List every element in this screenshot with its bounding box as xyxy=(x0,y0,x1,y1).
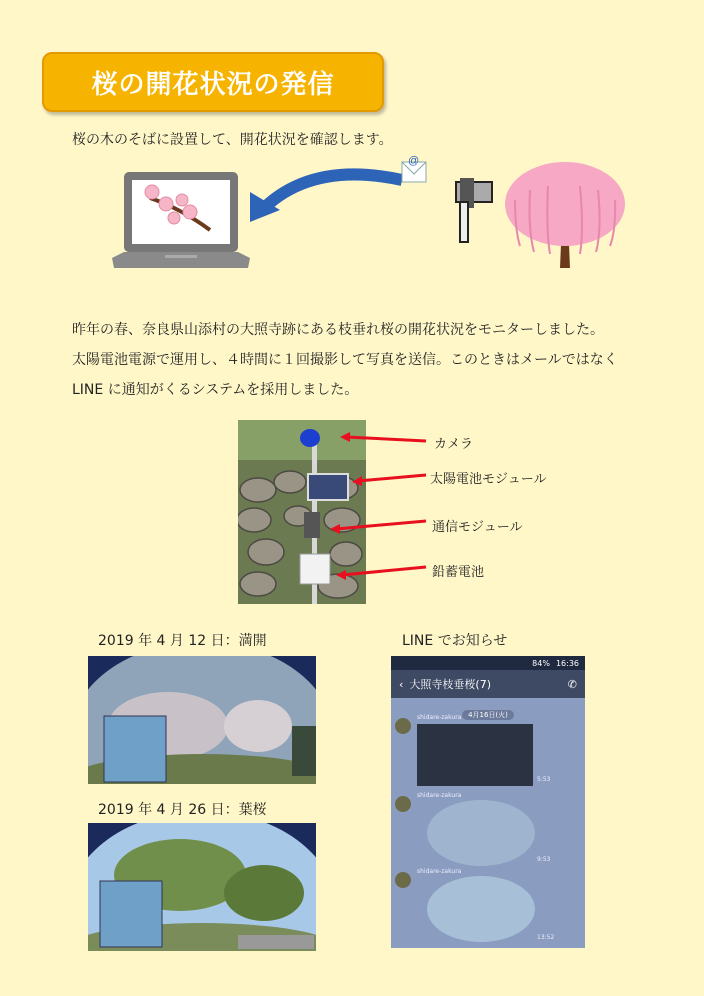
message-time: 9:53 xyxy=(537,856,551,863)
phone-icon[interactable]: ✆ xyxy=(567,677,577,691)
line-screenshot xyxy=(391,656,585,948)
message-image[interactable] xyxy=(417,724,533,786)
intro-text: 桜の木のそばに設置して、開花状況を確認します。 xyxy=(72,132,393,148)
body-line-2: 太陽電池電源で運用し、４時間に１回撮影して写真を送信。このときはメールではなく xyxy=(72,352,618,368)
title-banner xyxy=(42,52,384,112)
mail-at-text: @ xyxy=(408,155,420,167)
label-battery: 鉛蓄電池 xyxy=(432,565,485,580)
message-2 xyxy=(395,792,581,866)
mail-icon xyxy=(402,155,426,182)
label-camera: カメラ xyxy=(434,437,474,452)
body-line-1: 昨年の春、奈良県山添村の大照寺跡にある枝垂れ桜の開花状況をモニターしました。 xyxy=(72,322,604,338)
back-icon[interactable]: ‹ xyxy=(399,677,404,691)
label-comm: 通信モジュール xyxy=(432,520,523,535)
status-bar xyxy=(391,656,585,670)
photo-full-bloom xyxy=(88,656,316,784)
cherry-tree-icon xyxy=(505,162,625,268)
photo-leaf-cherry xyxy=(88,823,316,951)
battery-text: 84% xyxy=(532,658,550,668)
avatar xyxy=(395,718,411,734)
caption-photo-2: 2019 年 4 月 26 日：葉桜 xyxy=(98,802,267,818)
message-time: 5:53 xyxy=(537,776,551,783)
label-pointers xyxy=(330,425,430,585)
body-line-3: LINE に通知がくるシステムを採用しました。 xyxy=(72,382,359,398)
avatar xyxy=(395,872,411,888)
message-image[interactable] xyxy=(427,876,535,942)
send-arrow-icon xyxy=(250,174,402,222)
sender-name: shidare-zakura xyxy=(417,792,462,799)
message-1 xyxy=(395,714,581,788)
message-3 xyxy=(395,868,581,944)
caption-line: LINE でお知らせ xyxy=(402,633,508,649)
avatar xyxy=(395,796,411,812)
page-title: 桜の開花状況の発信 xyxy=(91,69,335,100)
caption-photo-1: 2019 年 4 月 12 日：満開 xyxy=(98,633,267,649)
message-time: 13:52 xyxy=(537,934,555,941)
clock-text: 16:36 xyxy=(555,658,579,668)
sender-name: shidare-zakura xyxy=(417,714,462,721)
chat-header xyxy=(391,670,585,698)
system-diagram xyxy=(110,150,650,280)
label-solar: 太陽電池モジュール xyxy=(430,472,547,487)
chat-title: 大照寺枝垂桜(7) xyxy=(409,678,491,691)
message-image[interactable] xyxy=(427,800,535,866)
laptop-icon xyxy=(112,172,250,268)
date-chip: 4月16日(火) xyxy=(462,710,514,720)
sender-name: shidare-zakura xyxy=(417,868,462,875)
sensor-post-icon xyxy=(456,178,492,242)
